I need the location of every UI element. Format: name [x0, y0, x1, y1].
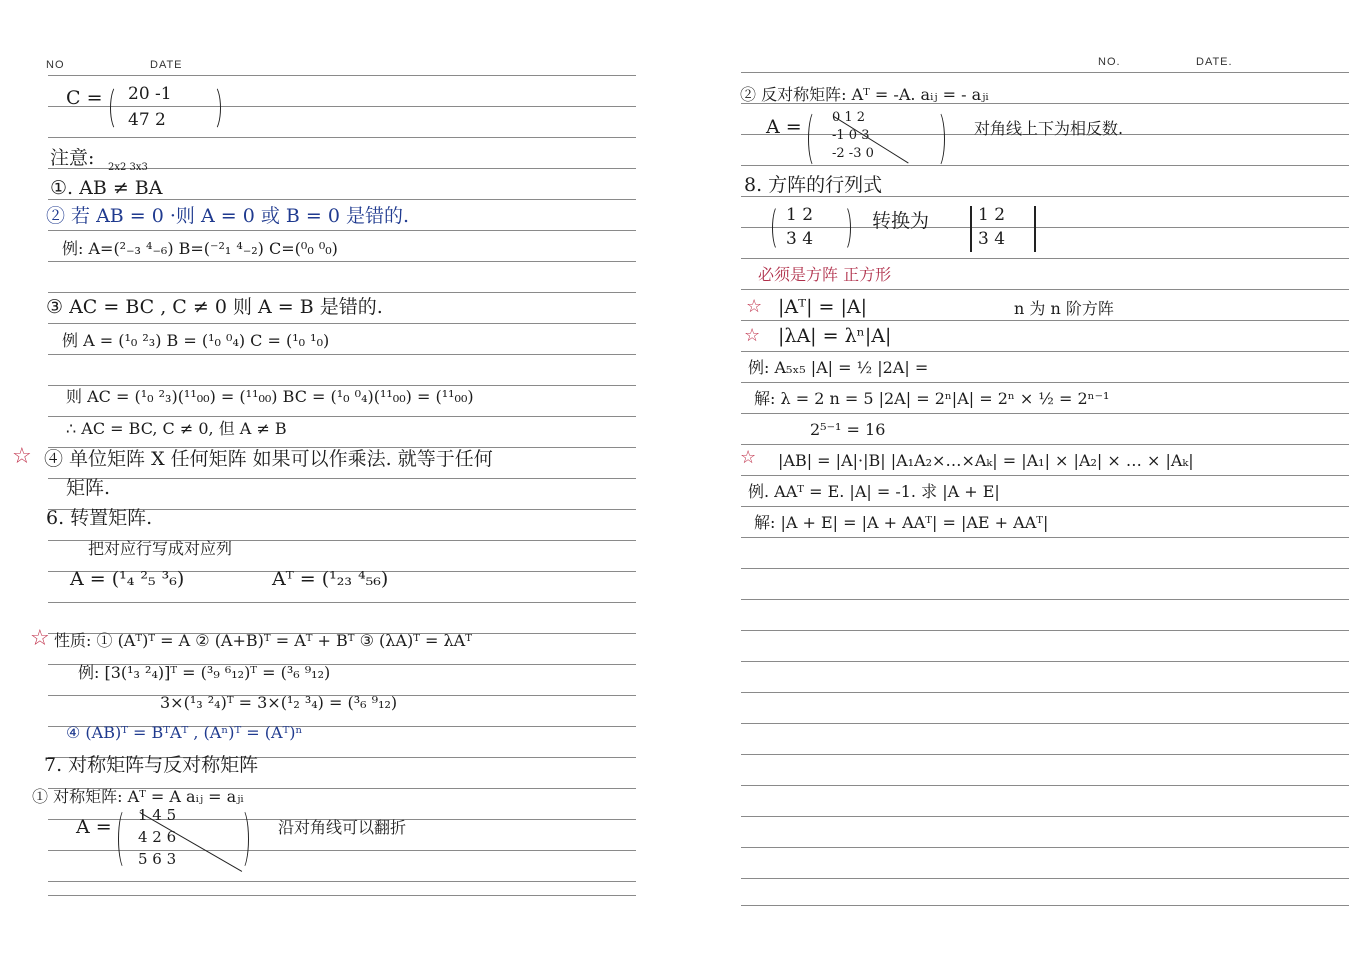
- right-page: [674, 0, 1349, 959]
- ruled-line: [48, 881, 636, 882]
- matrix-row: 3 4: [978, 229, 1006, 249]
- ruled-line: [48, 199, 636, 200]
- ruled-line: [741, 847, 1349, 848]
- matrix-bracket-left: [118, 808, 133, 870]
- matrix-bracket-right: [930, 110, 945, 168]
- ruled-line: [48, 261, 636, 262]
- matrix-row: -2 -3 0: [832, 146, 874, 161]
- transpose-at: Aᵀ = (¹₂₃ ⁴₅₆): [272, 568, 389, 590]
- symmetric-a-label: A =: [76, 816, 112, 838]
- determinant-bar-right: [1034, 206, 1036, 252]
- section-8-title: 8. 方阵的行列式: [744, 174, 883, 196]
- ruled-line: [741, 754, 1349, 755]
- property-4-line1: ④ 单位矩阵 X 任何矩阵 如果可以作乘法. 就等于任何: [44, 448, 493, 470]
- property-3-calc: 则 AC = (¹₀ ²₃)(¹¹₀₀) = (¹¹₀₀) BC = (¹₀ ⁰₄)(¹¹₀₀) = (¹¹₀₀): [66, 387, 474, 406]
- ruled-line: [48, 416, 636, 417]
- transpose-a: A = (¹₄ ²₅ ³₆): [70, 568, 185, 590]
- matrix-row: 0 1 2: [832, 110, 866, 125]
- example-2: 例. AAᵀ = E. |A| = -1. 求 |A + E|: [748, 482, 1000, 501]
- solution-2: 解: |A + E| = |A + AAᵀ| = |AE + AAᵀ|: [754, 513, 1049, 532]
- transpose-example-2: 3×(¹₃ ²₄)ᵀ = 3×(¹₂ ³₄) = (³₆ ⁹₁₂): [160, 693, 398, 712]
- property-1: ①. AB ≠ BA: [50, 177, 163, 199]
- matrix-bracket-left: [808, 110, 823, 168]
- c-label: C =: [66, 87, 103, 109]
- matrix-row: 5 6 3: [138, 850, 177, 868]
- section-6-title: 6. 转置矩阵.: [46, 507, 153, 529]
- property-4-line2: 矩阵.: [66, 477, 111, 499]
- ruled-line: [741, 320, 1349, 321]
- solution-1: 解: λ = 2 n = 5 |2A| = 2ⁿ|A| = 2ⁿ × ½ = 2ⁿ⁻¹: [754, 389, 1110, 408]
- ruled-line: [741, 165, 1349, 166]
- transpose-example-1: 例: [3(¹₃ ²₄)]ᵀ = (³₉ ⁶₁₂)ᵀ = (³₆ ⁹₁₂): [78, 663, 331, 682]
- convert-label: 转换为: [872, 210, 930, 232]
- property-2-example: 例: A=(²₋₃ ⁴₋₆) B=(⁻²₁ ⁴₋₂) C=(⁰₀ ⁰₀): [62, 239, 338, 258]
- section-7-title: 7. 对称矩阵与反对称矩阵: [44, 754, 259, 776]
- ruled-line: [741, 258, 1349, 259]
- symmetric-note: 沿对角线可以翻折: [278, 818, 407, 837]
- ruled-line: [741, 413, 1349, 414]
- ruled-line: [741, 444, 1349, 445]
- matrix-bracket-right: [206, 85, 221, 131]
- antisymmetric-a-label: A =: [766, 116, 802, 138]
- ruled-line: [48, 895, 636, 896]
- ruled-line: [741, 475, 1349, 476]
- ruled-line: [741, 878, 1349, 879]
- determinant-transpose-rule: |Aᵀ| = |A|: [778, 296, 868, 318]
- property-3: ③ AC = BC , C ≠ 0 则 A = B 是错的.: [46, 296, 383, 318]
- property-2: ② 若 AB = 0 ·则 A = 0 或 B = 0 是错的.: [46, 205, 409, 227]
- ruled-line: [48, 292, 636, 293]
- ruled-line: [48, 106, 636, 107]
- determinant-scalar-rule: |λA| = λⁿ|A|: [778, 325, 892, 347]
- header-date-label: DATE: [150, 59, 183, 71]
- matrix-bracket-left: [772, 205, 785, 251]
- star-icon: ☆: [744, 325, 761, 346]
- ruled-line: [741, 816, 1349, 817]
- matrix-row: 20 -1: [128, 84, 172, 104]
- ruled-line: [741, 723, 1349, 724]
- matrix-row: 1 2: [978, 205, 1006, 225]
- ruled-line: [741, 351, 1349, 352]
- ruled-line: [48, 602, 636, 603]
- note-heading: 注意:: [50, 147, 95, 169]
- star-icon: ☆: [30, 626, 50, 651]
- ruled-line: [48, 354, 636, 355]
- header-no-label: NO: [46, 59, 65, 71]
- square-requirement-note: 必须是方阵 正方形: [758, 265, 892, 284]
- antisymmetric-definition: ② 反对称矩阵: Aᵀ = -A. aᵢⱼ = - aⱼᵢ: [740, 85, 989, 104]
- star-icon: ☆: [740, 447, 757, 468]
- matrix-row: 47 2: [128, 110, 166, 130]
- matrix-bracket-right: [838, 205, 851, 251]
- property-3-conclusion: ∴ AC = BC, C ≠ 0, 但 A ≠ B: [66, 419, 287, 438]
- antisymmetric-note: 对角线上下为相反数.: [974, 119, 1124, 138]
- matrix-bracket-right: [234, 808, 249, 870]
- property-3-example: 例 A = (¹₀ ²₃) B = (¹₀ ⁰₄) C = (¹₀ ¹₀): [62, 331, 330, 350]
- ruled-line: [741, 537, 1349, 538]
- ruled-line: [741, 289, 1349, 290]
- ruled-line: [741, 506, 1349, 507]
- matrix-row: 4 2 6: [138, 828, 177, 846]
- transpose-property-4: ④ (AB)ᵀ = BᵀAᵀ , (Aⁿ)ᵀ = (Aᵀ)ⁿ: [66, 723, 303, 742]
- ruled-line: [48, 850, 636, 851]
- ruled-line: [741, 905, 1349, 906]
- transpose-properties: 性质: ① (Aᵀ)ᵀ = A ② (A+B)ᵀ = Aᵀ + Bᵀ ③ (λA)ᵀ = λAᵀ: [54, 631, 472, 650]
- determinant-bar-left: [970, 206, 972, 252]
- ruled-line: [741, 599, 1349, 600]
- left-page: [0, 0, 674, 959]
- matrix-bracket-left: [110, 85, 125, 131]
- solution-1-result: 2⁵⁻¹ = 16: [810, 420, 886, 439]
- header-no-label: NO.: [1098, 56, 1121, 68]
- header-date-label: DATE.: [1196, 56, 1233, 68]
- section-6-desc: 把对应行写成对应列: [88, 539, 233, 558]
- matrix-row: -1 0 3: [832, 128, 870, 143]
- matrix-row: 1 4 5: [138, 806, 177, 824]
- star-icon: ☆: [12, 444, 32, 469]
- determinant-product-rule: |AB| = |A|·|B| |A₁A₂×…×Aₖ| = |A₁| × |A₂| × … × |Aₖ|: [778, 451, 1194, 470]
- ruled-line: [48, 137, 636, 138]
- ruled-line: [741, 661, 1349, 662]
- ruled-line: [48, 478, 636, 479]
- ruled-line: [741, 72, 1349, 73]
- ruled-line: [741, 196, 1349, 197]
- ruled-line: [48, 75, 636, 76]
- determinant-transpose-note: n 为 n 阶方阵: [1014, 299, 1114, 318]
- matrix-row: 1 2: [786, 205, 814, 225]
- symmetric-definition: ① 对称矩阵: Aᵀ = A aᵢⱼ = aⱼᵢ: [32, 787, 244, 806]
- note-dims: 2x2 3x3: [108, 162, 148, 173]
- ruled-line: [741, 785, 1349, 786]
- ruled-line: [741, 227, 1349, 228]
- ruled-line: [741, 692, 1349, 693]
- ruled-line: [48, 323, 636, 324]
- ruled-line: [741, 568, 1349, 569]
- matrix-row: 3 4: [786, 229, 814, 249]
- example-1: 例: A₅ₓ₅ |A| = ½ |2A| =: [748, 358, 929, 377]
- star-icon: ☆: [746, 296, 763, 317]
- ruled-line: [48, 230, 636, 231]
- ruled-line: [741, 630, 1349, 631]
- ruled-line: [741, 382, 1349, 383]
